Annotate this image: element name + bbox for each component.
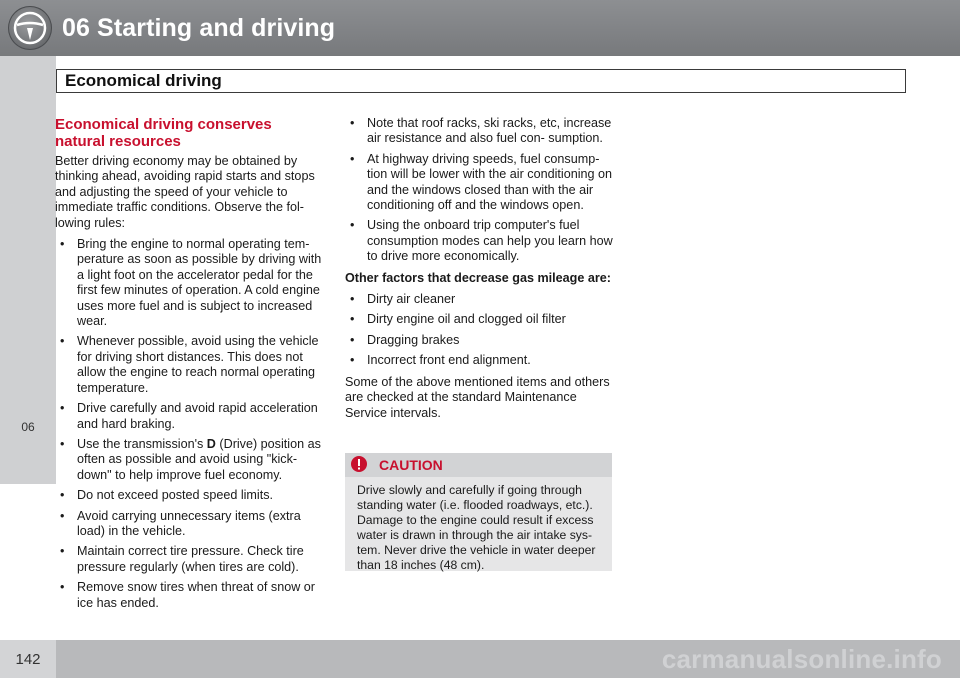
steering-wheel-icon <box>8 6 52 50</box>
list-item-text: At highway driving speeds, fuel consump- tion will be lower with the air conditioning on and the windows closed than with the air conditioning off and the windows open. <box>367 151 613 213</box>
bullet-icon: • <box>60 544 65 559</box>
list-item <box>345 353 613 368</box>
bullet-icon: • <box>350 312 355 327</box>
footer-page-tab <box>0 640 56 678</box>
bullet-icon: • <box>350 151 355 166</box>
bullet-icon: • <box>60 334 65 349</box>
bullet-icon: • <box>350 218 355 233</box>
list-item <box>345 333 613 348</box>
factors-list <box>345 292 613 369</box>
list-item-text: Dirty engine oil and clogged oil filter <box>367 312 566 327</box>
list-item <box>55 488 323 503</box>
bullet-icon: • <box>60 237 65 252</box>
list-item <box>345 292 613 307</box>
driving-rules-list <box>55 237 323 611</box>
section-heading: Economical driving conserves natural resources <box>55 116 272 150</box>
list-item-text: Maintain correct tire pressure. Check tire pressure regularly (when tires are cold). <box>77 544 304 574</box>
maintenance-note: Some of the above mentioned items and others are checked at the standard Maintenance Service intervals. <box>345 374 610 420</box>
bullet-icon: • <box>60 488 65 503</box>
right-column <box>345 116 613 427</box>
bullet-icon: • <box>350 292 355 307</box>
caution-text: Drive slowly and carefully if going through standing water (i.e. flooded roadways, etc.). Damage to the engine could result if excess water is drawn in through the air intake sys- tem. Never drive the vehicle in water deeper than 18 inches (48 cm). <box>357 483 596 572</box>
caution-title: CAUTION <box>379 457 443 473</box>
list-item <box>345 312 613 327</box>
bullet-icon: • <box>60 580 65 595</box>
chapter-side-tab <box>0 56 56 484</box>
bullet-icon: • <box>350 332 355 347</box>
list-item-text: Use the transmission's <box>77 436 207 451</box>
list-item <box>55 237 323 329</box>
list-item <box>345 116 613 147</box>
list-item-text: Remove snow tires when threat of snow or ice has ended. <box>77 580 315 610</box>
list-item-text: Whenever possible, avoid using the vehicle for driving short distances. This does not allow the engine to reach normal operating temperature. <box>77 334 319 395</box>
caution-box <box>345 453 612 571</box>
bullet-icon: • <box>350 353 355 368</box>
list-item <box>55 401 323 432</box>
list-item-text: Note that roof racks, ski racks, etc, increase air resistance and also fuel con- sumption. <box>367 116 612 146</box>
factors-heading: Other factors that decrease gas mileage are: <box>345 270 611 285</box>
list-item <box>55 509 323 540</box>
list-item <box>345 218 613 264</box>
list-item-text: (Drive) position as often as possible and avoid using "kick- down" to help improve fuel economy. <box>77 436 321 482</box>
watermark: carmanualsonline.info <box>661 644 942 674</box>
list-item-text: Using the onboard trip computer's fuel consumption modes can help you learn how to drive more economically. <box>367 218 613 264</box>
list-item-text: Dirty air cleaner <box>367 292 456 307</box>
section-title: Economical driving <box>65 71 222 90</box>
side-spacer <box>0 484 56 640</box>
bullet-icon: • <box>350 116 355 130</box>
list-item-text: Bring the engine to normal operating tem- perature as soon as possible by driving with a light foot on the accelerator pedal for the first few minutes of operation. A cold engine uses more fuel and is subject to increased wear. <box>77 237 322 329</box>
tips-list <box>345 116 613 265</box>
page-number: 142 <box>15 651 41 668</box>
chapter-header <box>0 0 960 56</box>
list-item <box>55 334 323 396</box>
intro-paragraph: Better driving economy may be obtained by thinking ahead, avoiding rapid starts and stops and adjusting the speed of your vehicle to immediate traffic conditions. Observe the fol- lowing rules: <box>55 154 315 230</box>
bullet-icon: • <box>60 508 65 523</box>
bullet-icon: • <box>60 436 65 451</box>
list-item <box>55 437 323 483</box>
chapter-title: 06 Starting and driving <box>62 14 336 42</box>
caution-header <box>345 453 612 477</box>
list-item-text: Drive carefully and avoid rapid acceleration and hard braking. <box>77 401 318 431</box>
list-item-text: Incorrect front end alignment. <box>367 353 531 368</box>
page-footer <box>0 640 960 678</box>
list-item <box>345 152 613 214</box>
list-item <box>55 544 323 575</box>
side-tab-label: 06 <box>21 420 35 434</box>
bullet-icon: • <box>60 401 65 416</box>
section-bar <box>56 69 906 93</box>
list-item <box>55 580 323 611</box>
caution-icon <box>351 456 367 472</box>
left-column <box>55 116 323 617</box>
list-item-text: Dragging brakes <box>367 332 460 347</box>
drive-position-label: D <box>206 436 216 451</box>
list-item-text: Do not exceed posted speed limits. <box>77 488 274 503</box>
list-item-text: Avoid carrying unnecessary items (extra load) in the vehicle. <box>77 508 301 538</box>
